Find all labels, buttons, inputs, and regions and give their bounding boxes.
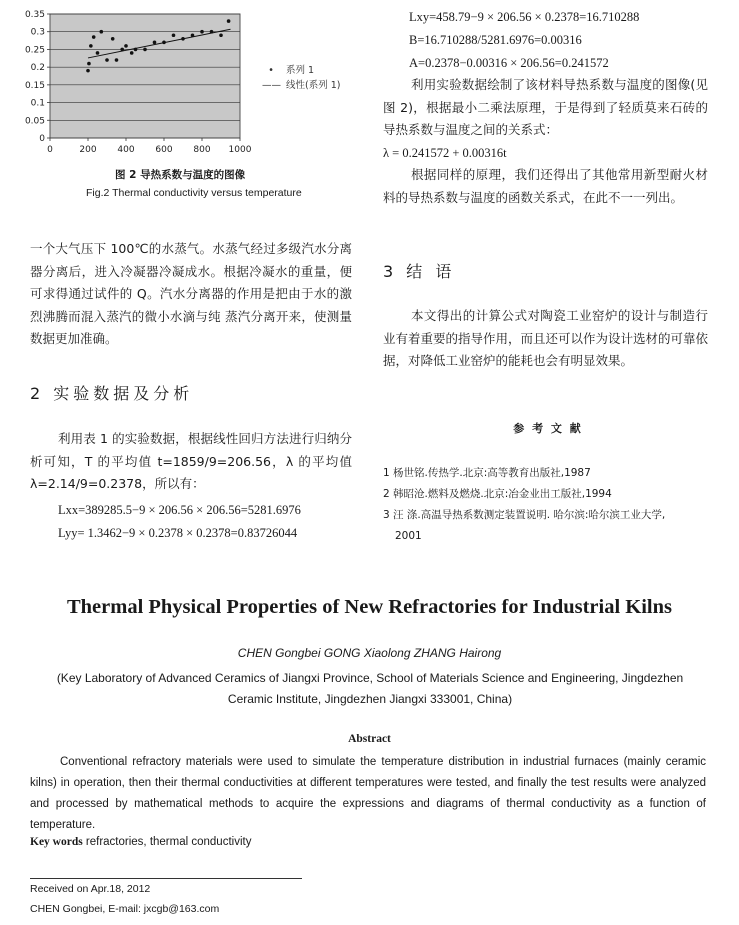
data-point [87, 62, 91, 66]
right-paragraph-3: 本文得出的计算公式对陶瓷工业窑炉的设计与制造行业有着重要的指导作用，而且还可以作为设计选材的可靠依据，对降低工业窑炉的能耗也会有明显效果。 [383, 308, 709, 368]
conductivity-formula: λ = 0.241572 + 0.00316t [383, 146, 507, 160]
equation-b: B=16.710288/5281.6976=0.00316 [409, 33, 582, 47]
keywords-label: Key words [30, 836, 83, 848]
left-paragraph-1: 一个大气压下 100℃的水蒸气。水蒸气经过多级汽水分离器分离后，进入冷凝器冷凝成水。根据冷凝水的重量，便可求得通过试件的 Q。汽水分离器的作用是把由于水的激烈沸腾而混入蒸汽的微小水滴与纯 蒸汽分离开来，使测量数据更加准确。 [30, 241, 352, 346]
affiliation-line-1: (Key Laboratory of Advanced Ceramics of Jiangxi Province, School of Materials Science and Engineering, Jingdezhen [56, 671, 684, 685]
left-paragraph-2: 利用表 1 的实验数据，根据线性回归方法进行归纳分析可知，T 的平均值 t=1859/9=206.56，λ 的平均值 λ=2.14/9=0.2378，所以有： [30, 431, 352, 491]
legend-trendline: 线性(系列 1) [286, 80, 341, 91]
figure-caption-en: Fig.2 Thermal conductivity versus temperature [86, 187, 302, 199]
section-2-heading: 2 实验数据及分析 [30, 384, 194, 403]
data-point [153, 41, 157, 45]
legend-series-1: 系列 1 [286, 65, 315, 76]
y-tick-label: 0.35 [24, 10, 45, 20]
affiliation [40, 668, 700, 710]
data-point [124, 44, 128, 48]
data-point [200, 30, 204, 34]
data-point [227, 19, 231, 23]
footnote-divider [30, 878, 302, 879]
data-point [115, 58, 119, 62]
received-date: Received on Apr.18, 2012 [30, 883, 151, 895]
chart-legend [262, 63, 340, 93]
data-point [100, 30, 104, 34]
affiliation-line-2: Ceramic Institute, Jingdezhen Jiangxi 333001, China) [227, 692, 513, 706]
equation-a: A=0.2378−0.00316 × 206.56=0.241572 [409, 56, 609, 70]
conductivity-chart [12, 8, 252, 158]
x-tick-label: 0 [47, 145, 53, 155]
abstract-body: Conventional refractory materials were used to simulate the temperature distribution in industrial furnaces (mainly ceramic kilns) in operation, then their thermal conductivities at different temperatures were tested, and finally the test results were analyzed and processed by mathematical methods to acquire the expressions and diagrams of thermal conductivity as a function of temperature. [30, 756, 706, 831]
y-tick-label: 0.2 [30, 63, 45, 74]
y-tick-label: 0.25 [24, 45, 45, 56]
data-point [143, 48, 147, 52]
x-tick-label: 200 [79, 145, 97, 155]
y-tick-label: 0.15 [24, 80, 45, 91]
section-3-heading: 3 结 语 [383, 262, 456, 281]
data-point [89, 44, 93, 48]
y-tick-label: 0.3 [30, 27, 45, 38]
references-list [383, 463, 713, 547]
authors: CHEN Gongbei GONG Xiaolong ZHANG Hairong [237, 646, 502, 660]
reference-item: 2 韩昭沧.燃料及燃烧.北京:冶金业出工版社,1994 [383, 488, 612, 500]
x-tick-label: 600 [155, 145, 173, 155]
data-point [111, 37, 115, 41]
x-tick-label: 800 [193, 145, 211, 155]
figure-caption-cn: 图 2 导热系数与温度的图像 [115, 169, 246, 181]
data-point [130, 51, 134, 55]
english-title: Thermal Physical Properties of New Refractories for Industrial Kilns [66, 596, 673, 618]
equation-lxy: Lxy=458.79−9 × 206.56 × 0.2378=16.710288 [409, 10, 640, 24]
data-point [219, 33, 223, 37]
data-point [86, 69, 90, 73]
keywords-text: refractories, thermal conductivity [82, 836, 252, 848]
x-tick-label: 1000 [228, 145, 252, 155]
author-contact: CHEN Gongbei, E-mail: jxcgb@163.com [30, 903, 220, 915]
keywords [30, 836, 251, 848]
reference-item: 1 杨世铭.传热学.北京:高等教育出版社,1987 [383, 467, 591, 479]
reference-item: 3 汪 涤.高温导热系数测定装置说明. 哈尔滨:哈尔滨工业大学, [383, 509, 666, 521]
abstract-heading: Abstract [348, 733, 391, 745]
legend-point-icon: • [268, 65, 274, 76]
legend-line-icon: —— [262, 80, 281, 91]
y-tick-label: 0.1 [30, 98, 45, 109]
equation-lxx: Lxx=389285.5−9 × 206.56 × 206.56=5281.6976 [58, 503, 301, 517]
y-tick-label: 0.05 [24, 116, 45, 127]
right-paragraph-1: 利用实验数据绘制了该材料导热系数与温度的图像(见图 2)，根据最小二乘法原理，于是得到了轻质莫来石砖的导热系数与温度之间的关系式： [383, 77, 708, 137]
data-point [92, 35, 96, 39]
data-point [172, 33, 176, 37]
y-tick-label: 0 [39, 134, 45, 144]
right-paragraph-2: 根据同样的原理，我们还得出了其他常用新型耐火材料的导热系数与温度的函数关系式，在此不一一列出。 [383, 167, 708, 205]
x-tick-label: 400 [117, 145, 135, 155]
reference-item: 2001 [395, 530, 422, 542]
data-point [105, 58, 109, 62]
data-point [96, 51, 100, 55]
references-heading: 参 考 文 献 [513, 422, 583, 435]
equation-lyy: Lyy= 1.3462−9 × 0.2378 × 0.2378=0.83726044 [58, 526, 298, 540]
